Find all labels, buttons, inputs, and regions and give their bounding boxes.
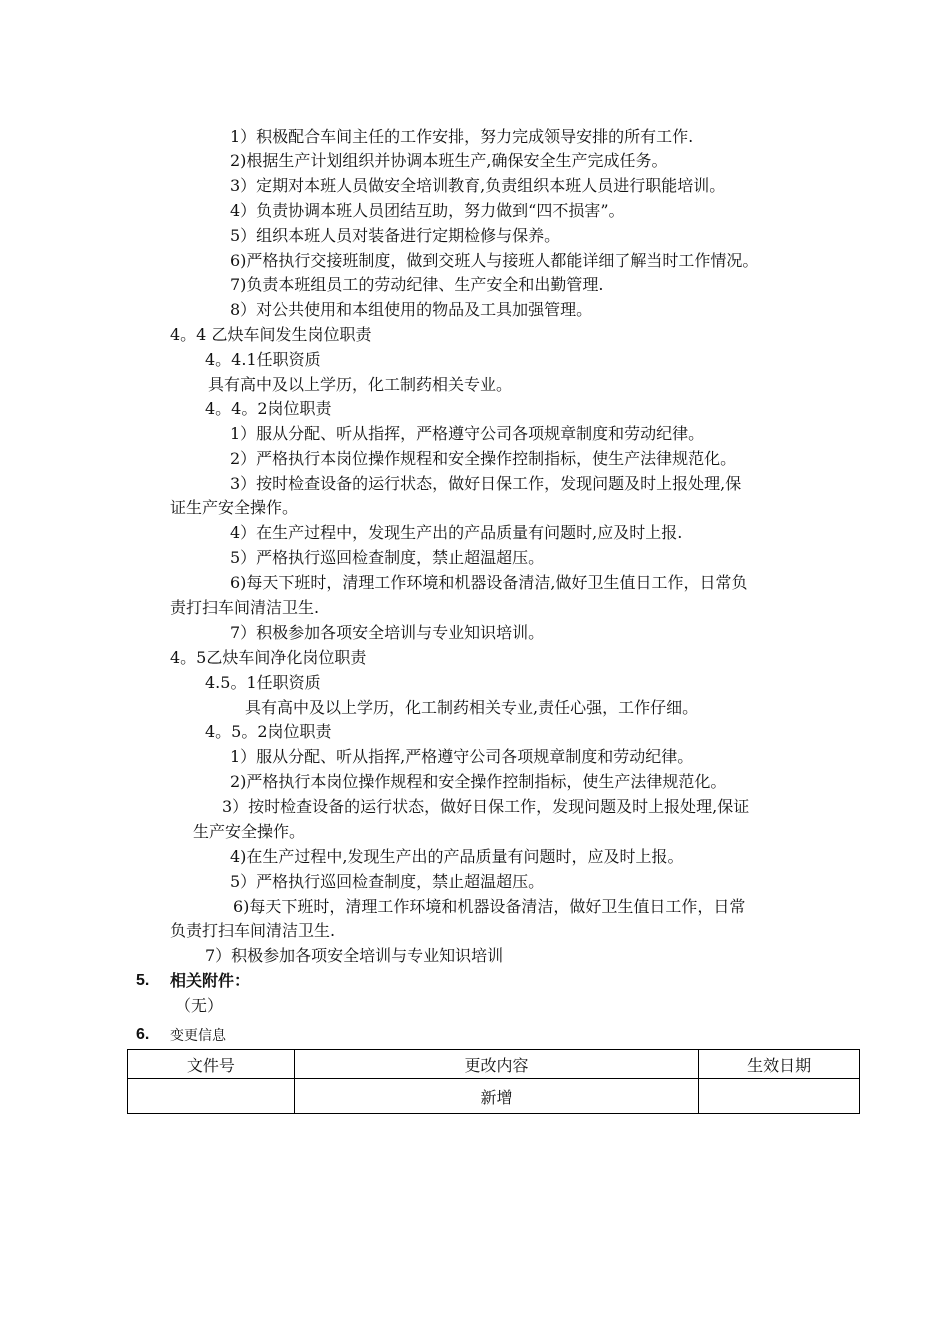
section-6-number: 6.: [136, 1026, 150, 1043]
cell-effective-date: [699, 1079, 860, 1114]
duty-44-6b: 责打扫车间清洁卫生.: [170, 598, 320, 617]
section-4-4-title: 4。4 乙炔车间发生岗位职责: [170, 325, 372, 344]
duty-45-5: 5）严格执行巡回检查制度，禁止超温超压。: [230, 872, 545, 891]
duty-a-5: 5）组织本班人员对装备进行定期检修与保养。: [230, 226, 561, 245]
duty-a-6: 6)严格执行交接班制度，做到交班人与接班人都能详细了解当时工作情况。: [230, 251, 759, 270]
section-5-body: （无）: [175, 996, 224, 1015]
section-4-5-1-text: 具有高中及以上学历，化工制药相关专业,责任心强，工作仔细。: [245, 698, 699, 717]
duty-44-7: 7）积极参加各项安全培训与专业知识培训。: [230, 623, 545, 642]
duty-45-1: 1）服从分配、听从指挥,严格遵守公司各项规章制度和劳动纪律。: [230, 747, 694, 766]
duty-44-1: 1）服从分配、听从指挥，严格遵守公司各项规章制度和劳动纪律。: [230, 424, 705, 443]
section-4-5-title: 4。5乙炔车间净化岗位职责: [170, 648, 367, 667]
table-header-row: [128, 1050, 860, 1079]
header-file-number: 文件号: [128, 1050, 295, 1079]
header-effective-date: 生效日期: [699, 1050, 860, 1079]
duty-a-4: 4）负责协调本班人员团结互助，努力做到“四不损害”。: [230, 201, 625, 220]
duty-44-4: 4）在生产过程中，发现生产出的产品质量有问题时,应及时上报.: [230, 523, 683, 542]
header-change-content: 更改内容: [294, 1050, 698, 1079]
duty-44-5: 5）严格执行巡回检查制度，禁止超温超压。: [230, 548, 545, 567]
duty-44-2: 2）严格执行本岗位操作规程和安全操作控制指标，使生产法律规范化。: [230, 449, 737, 468]
section-4-4-2-title: 4。4。2岗位职责: [205, 399, 332, 418]
duty-45-2: 2)严格执行本岗位操作规程和安全操作控制指标，使生产法律规范化。: [230, 772, 727, 791]
duty-a-3: 3）定期对本班人员做安全培训教育,负责组织本班人员进行职能培训。: [230, 176, 726, 195]
cell-file-number: [128, 1079, 295, 1114]
duty-45-6a: 6)每天下班时，清理工作环境和机器设备清洁，做好卫生值日工作，日常: [233, 897, 746, 916]
duty-44-3b: 证生产安全操作。: [170, 498, 299, 517]
table-row: [128, 1079, 860, 1114]
duty-a-2: 2)根据生产计划组织并协调本班生产,确保安全生产完成任务。: [230, 151, 668, 170]
change-info-table: [127, 1049, 860, 1114]
duty-45-3a: 3）按时检查设备的运行状态，做好日保工作，发现问题及时上报处理,保证: [222, 797, 750, 816]
cell-change-content: 新增: [294, 1079, 698, 1114]
section-4-5-1-title: 4.5。1任职资质: [205, 673, 321, 692]
section-4-4-1-title: 4。4.1任职资质: [205, 350, 321, 369]
duty-45-7: 7）积极参加各项安全培训与专业知识培训: [205, 946, 504, 965]
section-4-4-1-text: 具有高中及以上学历，化工制药相关专业。: [208, 375, 513, 394]
section-5-number: 5.: [136, 972, 150, 989]
section-5-title: 相关附件：: [170, 971, 251, 990]
duty-a-7: 7)负责本班组员工的劳动纪律、生产安全和出勤管理.: [230, 275, 604, 294]
duty-44-3a: 3）按时检查设备的运行状态，做好日保工作，发现问题及时上报处理,保: [230, 474, 742, 493]
section-4-5-2-title: 4。5。2岗位职责: [205, 722, 332, 741]
duty-45-3b: 生产安全操作。: [193, 822, 306, 841]
duty-45-6b: 负责打扫车间清洁卫生.: [170, 921, 336, 940]
duty-44-6a: 6)每天下班时，清理工作环境和机器设备清洁,做好卫生值日工作，日常负: [230, 573, 748, 592]
duty-45-4: 4)在生产过程中,发现生产出的产品质量有问题时，应及时上报。: [230, 847, 684, 866]
duty-a-8: 8）对公共使用和本组使用的物品及工具加强管理。: [230, 300, 593, 319]
section-6-title: 变更信息: [170, 1028, 226, 1044]
duty-a-1: 1）积极配合车间主任的工作安排，努力完成领导安排的所有工作.: [230, 127, 694, 146]
